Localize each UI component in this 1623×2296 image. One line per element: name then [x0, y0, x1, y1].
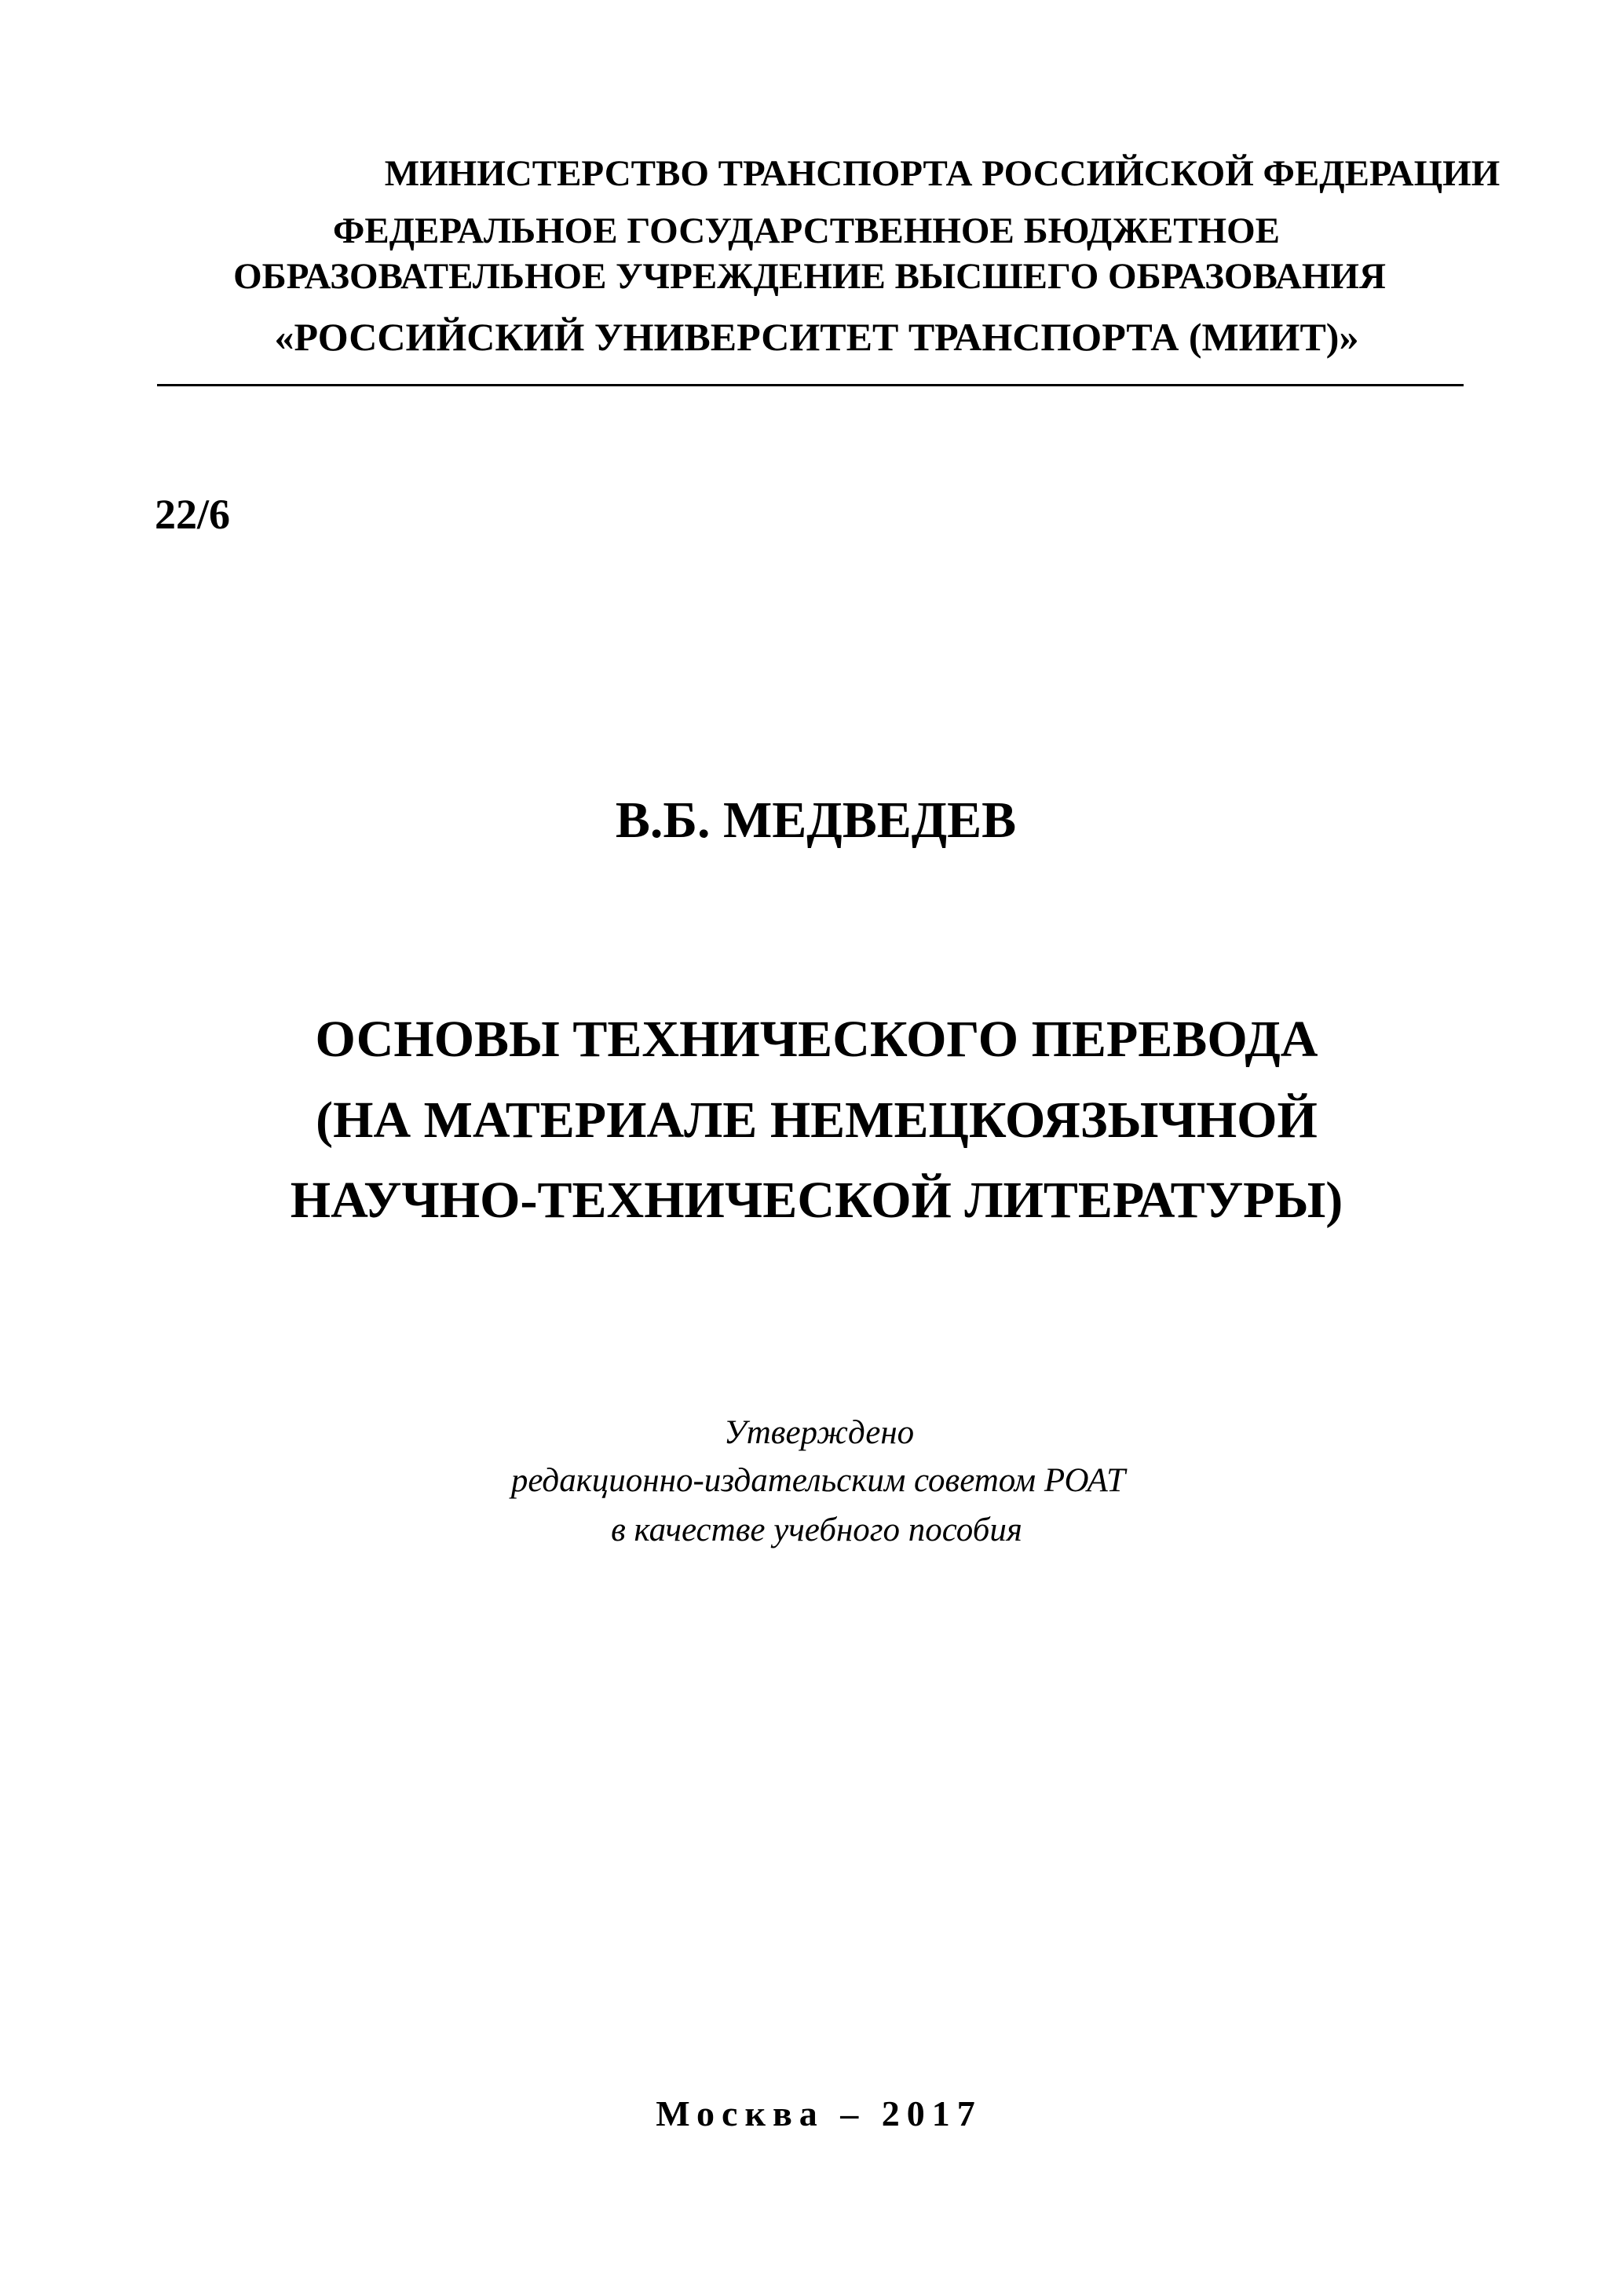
title-line-3: НАУЧНО-ТЕХНИЧЕСКОЙ ЛИТЕРАТУРЫ)	[290, 1172, 1343, 1229]
author-name: В.Б. МЕДВЕДЕВ	[615, 792, 1017, 849]
approval-line-2: редакционно-издательским советом РОАТ	[510, 1462, 1126, 1499]
title-line-1: ОСНОВЫ ТЕХНИЧЕСКОГО ПЕРЕВОДА	[315, 1011, 1318, 1068]
federal-heading: ФЕДЕРАЛЬНОЕ ГОСУДАРСТВЕННОЕ БЮДЖЕТНОЕ	[332, 210, 1281, 251]
imprint-city-year: Москва – 2017	[656, 2093, 982, 2133]
university-heading: «РОССИЙСКИЙ УНИВЕРСИТЕТ ТРАНСПОРТА (МИИТ)»	[274, 315, 1359, 359]
ministry-heading: МИНИСТЕРСТВО ТРАНСПОРТА РОССИЙСКОЙ ФЕДЕРАЦИИ	[384, 153, 1501, 194]
header-divider	[157, 384, 1464, 386]
approval-line-3: в качестве учебного пособия	[611, 1512, 1022, 1548]
institution-heading: ОБРАЗОВАТЕЛЬНОЕ УЧРЕЖДЕНИЕ ВЫСШЕГО ОБРАЗОВАНИЯ	[233, 256, 1386, 297]
approval-line-1: Утверждено	[723, 1414, 915, 1451]
catalog-code: 22/6	[155, 491, 231, 538]
title-line-2: (НА МАТЕРИАЛЕ НЕМЕЦКОЯЗЫЧНОЙ	[316, 1091, 1318, 1149]
